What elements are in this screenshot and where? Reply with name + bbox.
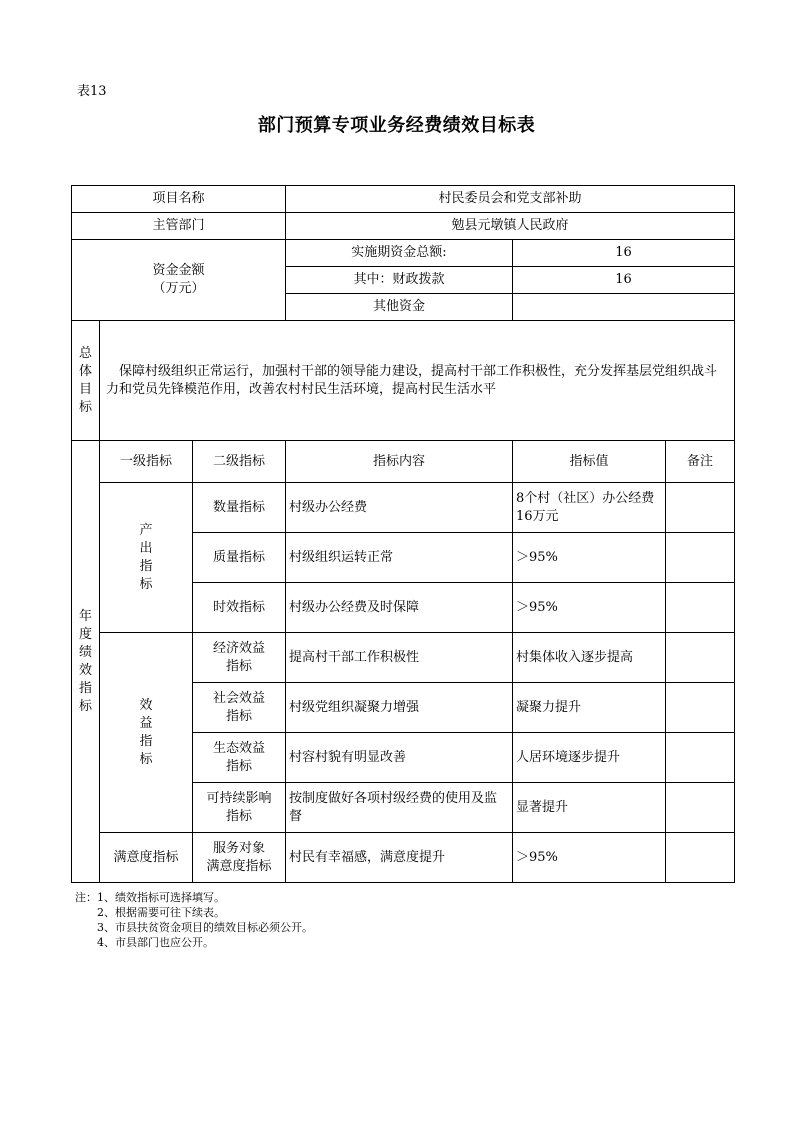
content-cell: 村级办公经费 (286, 483, 513, 533)
value-cell: ＞95% (513, 533, 666, 583)
level2-line: 指标 (225, 758, 252, 774)
content-cell: 按制度做好各项村级经费的使用及监督 (286, 783, 513, 833)
remark-cell (666, 833, 735, 883)
annual-label-char: 标 (78, 698, 92, 714)
level2-cell (193, 833, 286, 883)
benefit-label-char: 效 (139, 697, 153, 713)
indicator-header-row (72, 441, 735, 483)
annual-label-char: 效 (78, 662, 92, 678)
level2-line: 满意度指标 (206, 858, 272, 874)
remark-cell (666, 783, 735, 833)
value-cell: 凝聚力提升 (513, 683, 666, 733)
footnote-item: 2、根据需要可往下续表。 (97, 906, 225, 919)
goal-label-char: 体 (78, 363, 92, 379)
goal-label-char: 标 (78, 399, 92, 415)
project-name-label: 项目名称 (72, 186, 286, 213)
other-fund-value (513, 294, 735, 321)
goal-label-char: 目 (78, 381, 92, 397)
fund-label-cell (72, 240, 286, 321)
project-name-row (72, 186, 735, 213)
benefit-label-char: 标 (139, 751, 153, 767)
value-cell: 人居环境逐步提升 (513, 733, 666, 783)
overall-goal-row (72, 321, 735, 441)
value-cell: ＞95% (513, 833, 666, 883)
footnote-item: 4、市县部门也应公开。 (97, 936, 214, 949)
footnote-item: 注：1、绩效指标可选择填写。 (75, 891, 225, 904)
header-level1: 一级指标 (100, 441, 193, 483)
level2-line: 指标 (225, 808, 252, 824)
fund-label: 资金金额 (152, 263, 205, 278)
overall-goal-label (72, 321, 100, 441)
annual-label-char: 绩 (78, 644, 92, 660)
level2-line: 社会效益 (212, 690, 265, 706)
content-cell: 提高村干部工作积极性 (286, 633, 513, 683)
fund-total-row (72, 240, 735, 267)
value-cell: ＞95% (513, 583, 666, 633)
output-label-char: 产 (139, 522, 153, 538)
annual-label-char: 指 (78, 680, 92, 696)
table-row (72, 833, 735, 883)
footnotes (75, 890, 313, 950)
level2-cell: 数量指标 (193, 483, 286, 533)
output-label-char: 出 (139, 540, 153, 556)
department-value: 勉县元墩镇人民政府 (286, 213, 735, 240)
level2-cell (193, 683, 286, 733)
remark-cell (666, 633, 735, 683)
remark-cell (666, 533, 735, 583)
level2-cell (193, 633, 286, 683)
other-fund-label: 其他资金 (286, 294, 513, 321)
level2-cell: 质量指标 (193, 533, 286, 583)
level2-line: 生态效益 (212, 740, 265, 756)
project-name-value: 村民委员会和党支部补助 (286, 186, 735, 213)
content-cell: 村民有幸福感，满意度提升 (286, 833, 513, 883)
level2-line: 指标 (225, 658, 252, 674)
header-remark: 备注 (666, 441, 735, 483)
header-level2: 二级指标 (193, 441, 286, 483)
fiscal-fund-value: 16 (513, 267, 735, 294)
level2-line: 经济效益 (212, 640, 265, 656)
value-cell: 显著提升 (513, 783, 666, 833)
table-row (72, 483, 735, 533)
header-content: 指标内容 (286, 441, 513, 483)
content-cell: 村级办公经费及时保障 (286, 583, 513, 633)
header-value: 指标值 (513, 441, 666, 483)
goal-label-char: 总 (78, 345, 92, 361)
value-cell: 8个村（社区）办公经费16万元 (513, 483, 666, 533)
table-row (72, 633, 735, 683)
level2-line: 服务对象 (212, 840, 265, 856)
level2-cell (193, 733, 286, 783)
level2-line: 可持续影响 (206, 790, 272, 806)
annual-indicators-label (72, 441, 100, 883)
table-number: 表13 (77, 84, 107, 99)
remark-cell (666, 583, 735, 633)
document-title: 部门预算专项业务经费绩效目标表 (257, 115, 536, 136)
total-fund-label: 实施期资金总额: (286, 240, 513, 267)
fund-unit: （万元） (152, 281, 205, 296)
satisfaction-indicators-label: 满意度指标 (100, 833, 193, 883)
output-label-char: 指 (139, 558, 153, 574)
benefit-label-char: 益 (139, 715, 153, 731)
footnote-item: 3、市县扶贫资金项目的绩效目标必须公开。 (97, 921, 313, 934)
total-fund-value: 16 (513, 240, 735, 267)
remark-cell (666, 733, 735, 783)
content-cell: 村容村貌有明显改善 (286, 733, 513, 783)
annual-label-char: 年 (78, 608, 92, 624)
content-cell: 村级党组织凝聚力增强 (286, 683, 513, 733)
level2-line: 指标 (225, 708, 252, 724)
benefit-indicators-label (100, 633, 193, 833)
performance-target-table (71, 185, 735, 883)
level2-cell: 时效指标 (193, 583, 286, 633)
department-label: 主管部门 (72, 213, 286, 240)
remark-cell (666, 683, 735, 733)
output-indicators-label (100, 483, 193, 633)
department-row (72, 213, 735, 240)
level2-cell (193, 783, 286, 833)
output-label-char: 标 (139, 576, 153, 592)
overall-goal-text: 保障村级组织正常运行，加强村干部的领导能力建设，提高村干部工作积极性，充分发挥基层党组织战斗力和党员先锋模范作用，改善农村村民生活环境，提高村民生活水平 (100, 321, 735, 441)
remark-cell (666, 483, 735, 533)
annual-label-char: 度 (78, 626, 92, 642)
value-cell: 村集体收入逐步提高 (513, 633, 666, 683)
fiscal-fund-label: 其中：财政拨款 (286, 267, 513, 294)
benefit-label-char: 指 (139, 733, 153, 749)
content-cell: 村级组织运转正常 (286, 533, 513, 583)
